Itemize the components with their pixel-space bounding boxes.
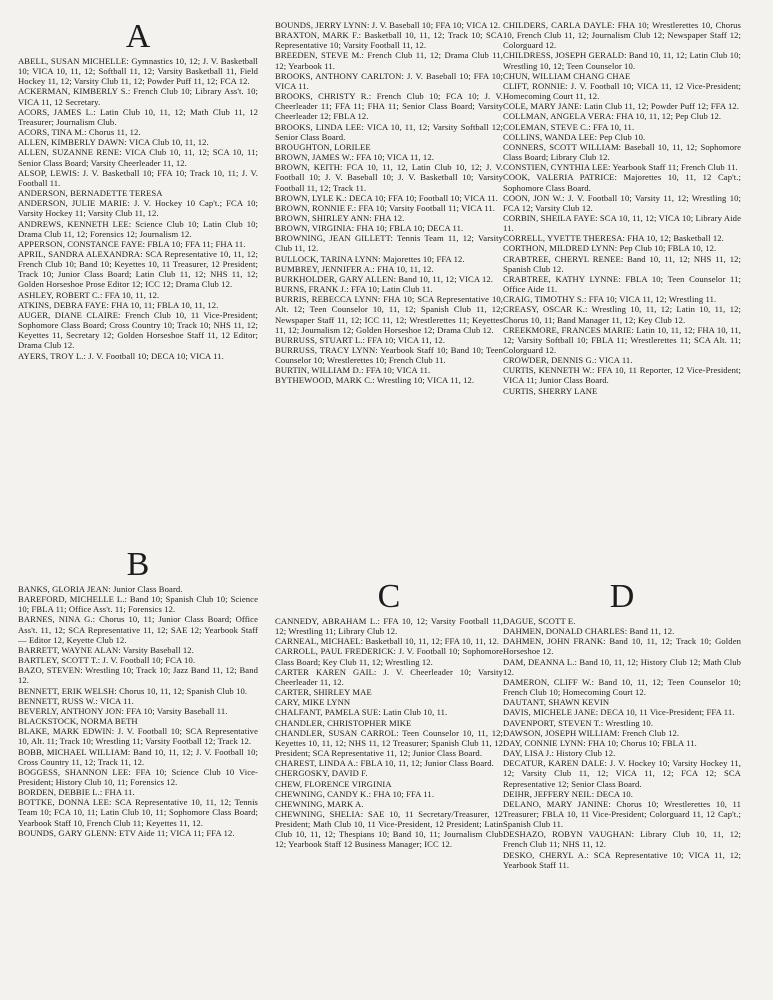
student-entry: ATKINS, DEBRA FAYE: FHA 10, 11; FBLA 10, 11, 12. (18, 299, 219, 310)
student-entry: CHEWNING, MARK A. (275, 798, 364, 809)
student-entry: DAY, CONNIE LYNN: FHA 10; Chorus 10; FBLA 11. (503, 737, 697, 748)
student-entry: CURTIS, KENNETH W.: FFA 10, 11 Reporter, 12 Vice-President; VICA 11; Junior Class Board. (503, 365, 741, 386)
student-entry: CREEKMORE, FRANCES MARIE: Latin 10, 11, 12; FHA 10, 11, 12; Varsity Softball 10; FBLA 11; Wrestlerettes 11; SCA Alt. 11; Colorguard 12. (503, 324, 741, 355)
student-entry: CHANDLER, SUSAN CARROL: Teen Counselor 10, 11, 12; Keyettes 10, 11, 12; NHS 11, 12 Treasurer; Spanish Club 11, 12 President; SCA Representative 11, 12; Junior Class Board. (275, 727, 503, 759)
student-entry: CHERGOSKY, DAVID F. (275, 768, 368, 779)
student-entry: COLLMAN, ANGELA VERA: FHA 10, 11, 12; Pep Club 12. (503, 111, 722, 122)
student-entry: DAHMEN, JOHN FRANK: Band 10, 11, 12; Track 10; Golden Horseshoe 12. (503, 636, 741, 657)
student-entry: CARY, MIKE LYNN (275, 697, 351, 708)
student-entry: APPERSON, CONSTANCE FAYE: FBLA 10; FFA 11; FHA 11. (18, 238, 246, 249)
section-b-continued (275, 20, 503, 580)
section-d-entries (503, 616, 741, 870)
student-entry: BROWN, RONNIE F.: FFA 10; Varsity Football 11; VICA 11. (275, 202, 495, 213)
student-entry: BULLOCK, TARINA LYNN: Majorettes 10; FFA 12. (275, 253, 465, 264)
student-entry: DELANO, MARY JANINE: Chorus 10; Wrestlerettes 10, 11 Treasurer; FBLA 10, 11 Vice-President; Colorguard 11, 12 Cap't.; Spanish Club 11. (503, 798, 741, 830)
student-entry: BAREFORD, MICHELLE L.: Band 10; Spanish Club 10; Science 10; FBLA 11; Office Ass't. 11; Forensics 12. (18, 594, 258, 615)
student-entry: BURTIN, WILLIAM D.: FFA 10; VICA 11. (275, 365, 431, 376)
student-entry: BORDEN, DEBBIE L.: FHA 11. (18, 787, 135, 798)
student-entry: BOGGESS, SHANNON LEE: FFA 10; Science Club 10 Vice-President; History Club 10, 11; Forensics 12. (18, 766, 258, 787)
student-entry: BENNETT, RUSS W.: VICA 11. (18, 695, 134, 706)
section-b-entries-left (18, 584, 258, 838)
student-entry: APRIL, SANDRA ALEXANDRA: SCA Representative 10, 11, 12; French Club 10; Band 10; Keyettes 10, 11 Treasurer, 12 President; Track 10; Junior Class Board; Latin Club 11, 12; NHS 11, 12; Golden Horseshoe Prose Editor 12; ICC 12; Drama Club 12. (18, 248, 258, 290)
student-entry: CORTHON, MILDRED LYNN: Pep Club 10; FBLA 10, 12. (503, 243, 717, 254)
student-entry: CARTER KAREN GAIL: J. V. Cheerleader 10; Varsity Cheerleader 11, 12. (275, 666, 503, 687)
student-entry: CRABTREE, CHERYL RENEE: Band 10, 11, 12; NHS 11, 12; Spanish Club 12. (503, 253, 741, 274)
student-entry: CARTER, SHIRLEY MAE (275, 687, 372, 698)
section-c-continued (503, 20, 741, 580)
student-entry: BURKHOLDER, GARY ALLEN: Band 10, 11, 12; VICA 12. (275, 273, 493, 284)
student-entry: CROWDER, DENNIS G.: VICA 11. (503, 355, 633, 366)
section-b-entries-mid (275, 20, 503, 386)
student-entry: DAHMEN, DONALD CHARLES: Band 11, 12. (503, 626, 675, 637)
section-c-entries-right (503, 20, 741, 396)
student-entry: ALSOP, LEWIS: J. V. Basketball 10; FFA 10; Track 10, 11; J. V. Football 11. (18, 167, 258, 188)
student-entry: CHANDLER, CHRISTOPHER MIKE (275, 717, 412, 728)
student-entry: CHUN, WILLIAM CHANG CHAE (503, 70, 631, 81)
section-d (503, 578, 741, 988)
student-entry: CRAIG, TIMOTHY S.: FFA 10; VICA 11, 12; Wrestling 11. (503, 294, 717, 305)
student-entry: BLAKE, MARK EDWIN: J. V. Football 10; SCA Representative 10, Alt. 11; Track 10; Wrestling 11; Varsity Football 12; Track 12. (18, 726, 258, 747)
student-entry: BUMBREY, JENNIFER A.: FHA 10, 11, 12. (275, 263, 434, 274)
student-entry: DAM, DEANNA L.: Band 10, 11, 12; History Club 12; Math Club 12. (503, 656, 741, 677)
student-entry: BROWN, KEITH: FCA 10, 11, 12, Latin Club 10, 12; J. V. Football 10; J. V. Baseball 10; J. V. Basketball 10; Varsity Football 11, 12; Track 11. (275, 162, 503, 193)
student-entry: BOUNDS, JERRY LYNN: J. V. Baseball 10; FFA 10; VICA 12. (275, 20, 501, 30)
section-letter-d: D (609, 578, 635, 615)
student-entry: AYERS, TROY L.: J. V. Football 10; DECA 10; VICA 11. (18, 350, 224, 361)
student-entry: COOK, VALERIA PATRICE: Majorettes 10, 11, 12 Cap't.; Sophomore Class Board. (503, 172, 741, 193)
student-entry: DAVIS, MICHELE JANE: DECA 10, 11 Vice-President; FFA 11. (503, 707, 735, 718)
student-entry: CORBIN, SHEILA FAYE: SCA 10, 11, 12; VICA 10; Library Aide 11. (503, 212, 741, 234)
student-entry: DAY, LISA J.: History Club 12. (503, 748, 616, 759)
section-letter-a: A (125, 18, 151, 55)
section-letter-c: C (377, 578, 401, 615)
student-entry: BENNETT, ERIK WELSH: Chorus 10, 11, 12; Spanish Club 10. (18, 685, 248, 696)
student-entry: BARRETT, WAYNE ALAN: Varsity Baseball 12. (18, 644, 194, 655)
student-entry: BURRUSS, TRACY LYNN: Yearbook Staff 10; Band 10; Teen Counselor 10; Wrestlerettes 10; French Club 11. (275, 345, 503, 366)
student-entry: ALLEN, KIMBERLY DAWN: VICA Club 10, 11, 12. (18, 137, 209, 148)
student-entry: BROOKS, LINDA LEE: VICA 10, 11, 12; Varsity Softball 12; Senior Class Board. (275, 121, 503, 142)
student-entry: BROOKS, CHRISTY R.: French Club 10; FCA 10; J. V. Cheerleader 11; FFA 11; FHA 11; Senior Class Board; Varsity Cheerleader 12; FBLA 12. (275, 91, 503, 122)
student-entry: CONNERS, SCOTT WILLIAM: Baseball 10, 11, 12; Sophomore Class Board; Library Club 12. (503, 141, 741, 163)
student-entry: ACORS, JAMES L.: Latin Club 10, 11, 12; Math Club 11, 12 Treasurer; Journalism Club. (18, 106, 258, 127)
student-entry: BARTLEY, SCOTT T.: J. V. Football 10; FCA 10. (18, 655, 196, 666)
student-entry: DESHAZO, ROBYN VAUGHAN: Library Club 10, 11, 12; French Club 11; NHS 11, 12. (503, 829, 741, 850)
student-entry: BRAXTON, MARK F.: Basketball 10, 11, 12; Track 10; SCA Representative 10; Varsity Football 11, 12. (275, 30, 503, 51)
student-entry: BARNES, NINA G.: Chorus 10, 11; Junior Class Board; Office Ass't. 11, 12; SCA Representative 11, 12; SAE 12; Yearbook Staff — Editor 12, Keyette Club 12. (18, 614, 258, 645)
student-entry: DESKO, CHERYL A.: SCA Representative 10; VICA 11, 12; Yearbook Staff 11. (503, 849, 741, 870)
student-entry: CREASY, OSCAR K.: Wrestling 10, 11, 12; Latin 10, 11, 12; Chorus 10, 11; Band Manager 11, 12; Key Club 12. (503, 304, 741, 325)
student-entry: BROWN, JAMES W.: FFA 10; VICA 11, 12. (275, 152, 434, 163)
section-c (275, 578, 503, 988)
student-entry: ACORS, TINA M.: Chorus 11, 12. (18, 127, 141, 138)
student-entry: BROWN, SHIRLEY ANN: FHA 12. (275, 212, 405, 223)
student-entry: BURNS, FRANK J.: FFA 10; Latin Club 11. (275, 284, 433, 295)
student-entry: BOTTKE, DONNA LEE: SCA Representative 10, 11, 12; Tennis Team 10; FCA 10, 11; Latin Club 10, 11; Sophomore Class Board; Yearbook Staff 10, French Club 11; Keyettes 11, 12. (18, 797, 258, 828)
student-entry: CHEWNING, SHELIA: SAE 10, 11 Secretary/Treasurer, 12 President; Math Club 10, 11 Vice-President, 12 President; Latin Club 10, 11, 12; Thespians 10; Band 10, 11; Journalism Club 12; Yearbook Staff 12 Business Manager; ICC 12. (275, 808, 503, 850)
student-entry: CHILDERS, CARLA DAYLE: FHA 10; Wrestlerettes 10, Chorus 10, French Club 11, 12; Journalism Club 12; Newspaper Staff 12; Colorguard 12. (503, 20, 741, 51)
student-entry: ABELL, SUSAN MICHELLE: Gymnastics 10, 12; J. V. Basketball 10; VICA 10, 11, 12; Softball 11, 12; Varsity Basketball 11, Field Hockey 11, 12; Varsity Club 11, 12; Powder Puff 11, 12; FCA 12. (18, 56, 258, 87)
student-entry: CHALFANT, PAMELA SUE: Latin Club 10, 11. (275, 707, 448, 718)
student-entry: BANKS, GLORIA JEAN: Junior Class Board. (18, 584, 183, 594)
student-entry: CARROLL, PAUL FREDERICK: J. V. Football 10; Sophomore Class Board; Key Club 11, 12; Wrestling 12. (275, 646, 503, 667)
student-entry: BOBB, MICHAEL WILLIAM: Band 10, 11, 12; J. V. Football 10; Cross Country 11, 12; Track 11, 12. (18, 746, 258, 767)
student-entry: BOUNDS, GARY GLENN: ETV Aide 11; VICA 11; FFA 12. (18, 827, 235, 838)
student-entry: COLEMAN, STEVE C.: FFA 10, 11. (503, 121, 635, 132)
student-entry: DAVENPORT, STEVEN T.: Wrestling 10. (503, 717, 654, 728)
student-entry: BAZO, STEVEN: Wrestling 10; Track 10; Jazz Band 11, 12; Band 12. (18, 665, 258, 686)
student-entry: BROWN, VIRGINIA: FHA 10; FBLA 10; DECA 11. (275, 223, 464, 234)
section-c-entries-mid (275, 616, 503, 850)
student-entry: BYTHEWOOD, MARK C.: Wrestling 10; VICA 11, 12. (275, 375, 475, 386)
student-entry: CHEW, FLORENCE VIRGINIA (275, 778, 392, 789)
student-entry: DAUTANT, SHAWN KEVIN (503, 697, 610, 708)
student-entry: COLE, MARY JANE: Latin Club 11, 12; Powder Puff 12; FFA 12. (503, 101, 740, 112)
student-entry: BROWN, LYLE K.: DECA 10; FFA 10; Football 10; VICA 11. (275, 192, 498, 203)
section-a (18, 18, 258, 560)
student-entry: CANNEDY, ABRAHAM L.: FFA 10, 12; Varsity Football 11, 12; Wrestling 11; Library Club 12. (275, 616, 503, 637)
student-entry: BREEDEN, STEVE M.: French Club 11, 12; Drama Club 11, 12; Yearbook 11. (275, 50, 503, 71)
student-entry: CORRELL, YVETTE THERESA: FHA 10, 12; Basketball 12. (503, 233, 724, 244)
student-entry: BURRUSS, STUART L.: FFA 10; VICA 11, 12. (275, 334, 446, 345)
student-entry: CRABTREE, KATHY LYNNE: FBLA 10; Teen Counselor 11; Office Aide 11. (503, 273, 741, 295)
section-b (18, 546, 258, 986)
student-entry: DAWSON, JOSEPH WILLIAM: French Club 12. (503, 727, 680, 738)
student-entry: BROWNING, JEAN GILLETT: Tennis Team 11, 12; Varsity Club 11, 12. (275, 233, 503, 254)
student-entry: ASHLEY, ROBERT C.: FFA 10, 11, 12. (18, 289, 160, 300)
section-a-entries (18, 56, 258, 361)
section-letter-b: B (126, 546, 150, 583)
student-entry: ALLEN, SUZANNE RENE: VICA Club 10, 11, 12; SCA 10, 11; Senior Class Board; Varsity Cheerleader 11, 12. (18, 147, 258, 168)
student-entry: DAMERON, CLIFF W.: Band 10, 11, 12; Teen Counselor 10; French Club 10; Homecoming Court 12. (503, 676, 741, 698)
student-entry: ANDERSON, JULIE MARIE: J. V. Hockey 10 Cap't.; FCA 10; Varsity Hockey 11; Varsity Club 11, 12. (18, 198, 258, 219)
student-entry: CHEWNING, CANDY K.: FHA 10; FFA 11. (275, 788, 435, 799)
student-entry: BEVERLY, ANTHONY JON: FFA 10; Varsity Baseball 11. (18, 705, 228, 716)
student-entry: BROOKS, ANTHONY CARLTON: J. V. Baseball 10; FFA 10; VICA 11. (275, 70, 503, 91)
student-entry: DAGUE, SCOTT E. (503, 616, 576, 626)
student-entry: BURRIS, REBECCA LYNN: FHA 10; SCA Representative 10, Alt. 12; Teen Counselor 10, 11, 12; Spanish Club 11, 12; Newspaper Staff 11, 12; ICC 11, 12; Wrestlerettes 11; Keyettes 11, 12; Journalism 12; Golden Horseshoe 12; Drama Club 12. (275, 294, 503, 335)
student-entry: DEIHR, JEFFERY NEIL: DECA 10. (503, 788, 634, 799)
student-entry: COLLINS, WANDA LEE: Pep Club 10. (503, 131, 646, 142)
student-entry: CURTIS, SHERRY LANE (503, 385, 598, 396)
student-entry: BROUGHTON, LORILEE (275, 141, 371, 152)
student-entry: COON, JON W.: J. V. Football 10; Varsity 11, 12; Wrestling 10; FCA 12; Varsity Club 12. (503, 192, 741, 213)
student-entry: ACKERMAN, KIMBERLY S.: French Club 10; Library Ass't. 10; VICA 11, 12 Secretary. (18, 86, 258, 107)
student-entry: CHILDRESS, JOSEPH GERALD: Band 10, 11, 12; Latin Club 10; Wrestling 10, 12; Teen Counselor 10. (503, 50, 741, 71)
student-entry: ANDERSON, BERNADETTE TERESA (18, 188, 163, 199)
student-entry: CARNEAL, MICHAEL: Basketball 10, 11, 12; FFA 10, 11, 12. (275, 636, 500, 647)
student-entry: BLACKSTOCK, NORMA BETH (18, 716, 138, 727)
student-entry: ANDREWS, KENNETH LEE: Science Club 10; Latin Club 10; Drama Club 11, 12; Forensics 12; Journalism 12. (18, 218, 258, 239)
student-entry: AUGER, DIANE CLAIRE: French Club 10, 11 Vice-President; Sophomore Class Board; Cross Country 10; Track 10; NHS 11, 12; Keyettes 11, Secretary 12; Golden Horseshoe Staff 11, 12 Editor; Drama Club 12. (18, 309, 258, 351)
student-entry: DECATUR, KAREN DALE: J. V. Hockey 10; Varsity Hockey 11, 12; Varsity Club 11, 12; VICA 11, 12; FCA 12; SCA Representative 12; Senior Class Board. (503, 758, 741, 789)
student-entry: CONSTIEN, CYNTHIA LEE: Yearbook Staff 11; French Club 11. (503, 162, 738, 173)
student-entry: CHAREST, LINDA A.: FBLA 10, 11, 12; Junior Class Board. (275, 758, 494, 769)
student-entry: CLIFT, RONNIE: J. V. Football 10; VICA 11, 12 Vice-President; Homecoming Court 11, 12. (503, 80, 741, 102)
